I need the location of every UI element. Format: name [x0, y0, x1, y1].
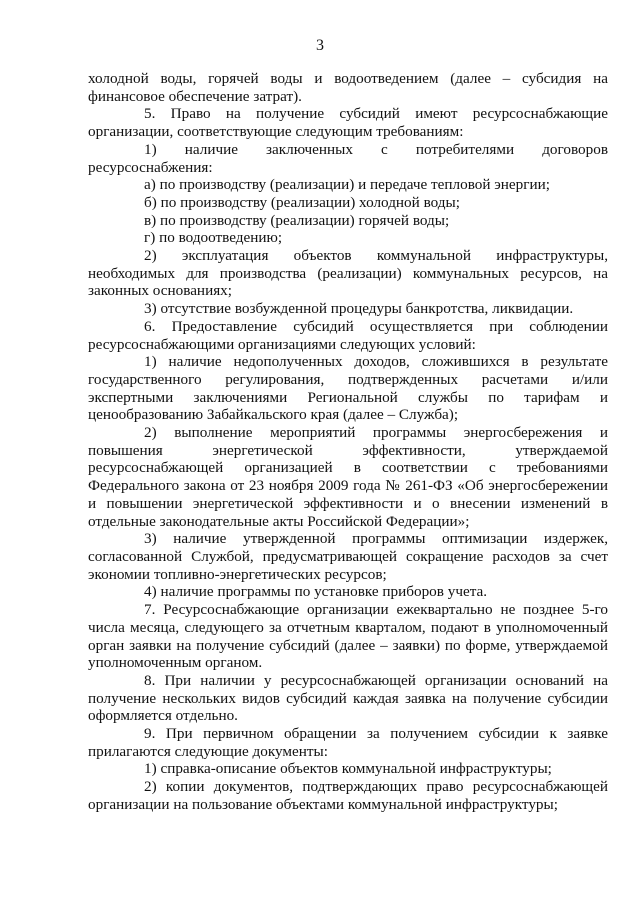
- document-body: [88, 70, 608, 814]
- paragraph-5-item-1c: в) по производству (реализации) горячей воды;: [144, 211, 450, 229]
- paragraph-6-item-1: 1) наличие недополученных доходов, сложившихся в результате государственного регулирования, подтвержденных расчетами и/или экспертными заключениями Региональной службы по тарифам и ценообразованию Забайкальского края (далее – Служба);: [88, 353, 608, 424]
- paragraph-9-item-2: 2) копии документов, подтверждающих право ресурсоснабжающей организации на пользование объектами коммунальной инфраструктуры;: [88, 778, 608, 813]
- paragraph-4-continuation: холодной воды, горячей воды и водоотведением (далее – субсидия на финансовое обеспечение затрат).: [88, 70, 608, 105]
- paragraph-5-item-1a: а) по производству (реализации) и передаче тепловой энергии;: [144, 176, 550, 194]
- page-number: 3: [316, 37, 324, 54]
- paragraph-5-item-1d: г) по водоотведению;: [144, 229, 283, 247]
- paragraph-6: 6. Предоставление субсидий осуществляется при соблюдении ресурсоснабжающими организациями следующих условий:: [88, 317, 608, 353]
- paragraph-7: 7. Ресурсоснабжающие организации ежеквартально не позднее 5-го числа месяца, следующего за отчетным кварталом, подают в уполномоченный орган заявки на получение субсидий (далее – заявки) по форме, утверждаемой уполномоченным органом.: [88, 601, 608, 672]
- paragraph-5-item-1b: б) по производству (реализации) холодной воды;: [144, 193, 460, 211]
- paragraph-5-item-1: 1) наличие заключенных с потребителями договоров ресурсоснабжения:: [88, 140, 608, 176]
- paragraph-6-item-3: 3) наличие утвержденной программы оптимизации издержек, согласованной Службой, предусматривающей сокращение расходов за счет экономии топливно-энергетических ресурсов;: [88, 530, 608, 583]
- paragraph-9-item-1: 1) справка-описание объектов коммунальной инфраструктуры;: [144, 760, 552, 778]
- paragraph-5-item-2: 2) эксплуатация объектов коммунальной инфраструктуры, необходимых для производства (реализации) коммунальных ресурсов, на законных основаниях;: [88, 247, 608, 300]
- paragraph-8: 8. При наличии у ресурсоснабжающей организации оснований на получение нескольких видов субсидий каждая заявка на получение субсидии оформляется отдельно.: [88, 671, 608, 725]
- paragraph-9: 9. При первичном обращении за получением субсидии к заявке прилагаются следующие документы:: [88, 725, 608, 760]
- paragraph-5-item-3: 3) отсутствие возбужденной процедуры банкротства, ликвидации.: [144, 300, 574, 318]
- paragraph-5: 5. Право на получение субсидий имеют ресурсоснабжающие организации, соответствующие следующим требованиям:: [88, 105, 608, 141]
- paragraph-6-item-2: 2) выполнение мероприятий программы энергосбережения и повышения энергетической эффективности, утверждаемой ресурсоснабжающей организацией в соответствии с требованиями Федерального закона от 23 ноября 2009 года № 261-ФЗ «Об энергосбережении и повышении энергетической эффективности и о внесении изменений в отдельные законодательные акты Российской Федерации»;: [88, 424, 608, 530]
- paragraph-6-item-4: 4) наличие программы по установке приборов учета.: [144, 583, 488, 601]
